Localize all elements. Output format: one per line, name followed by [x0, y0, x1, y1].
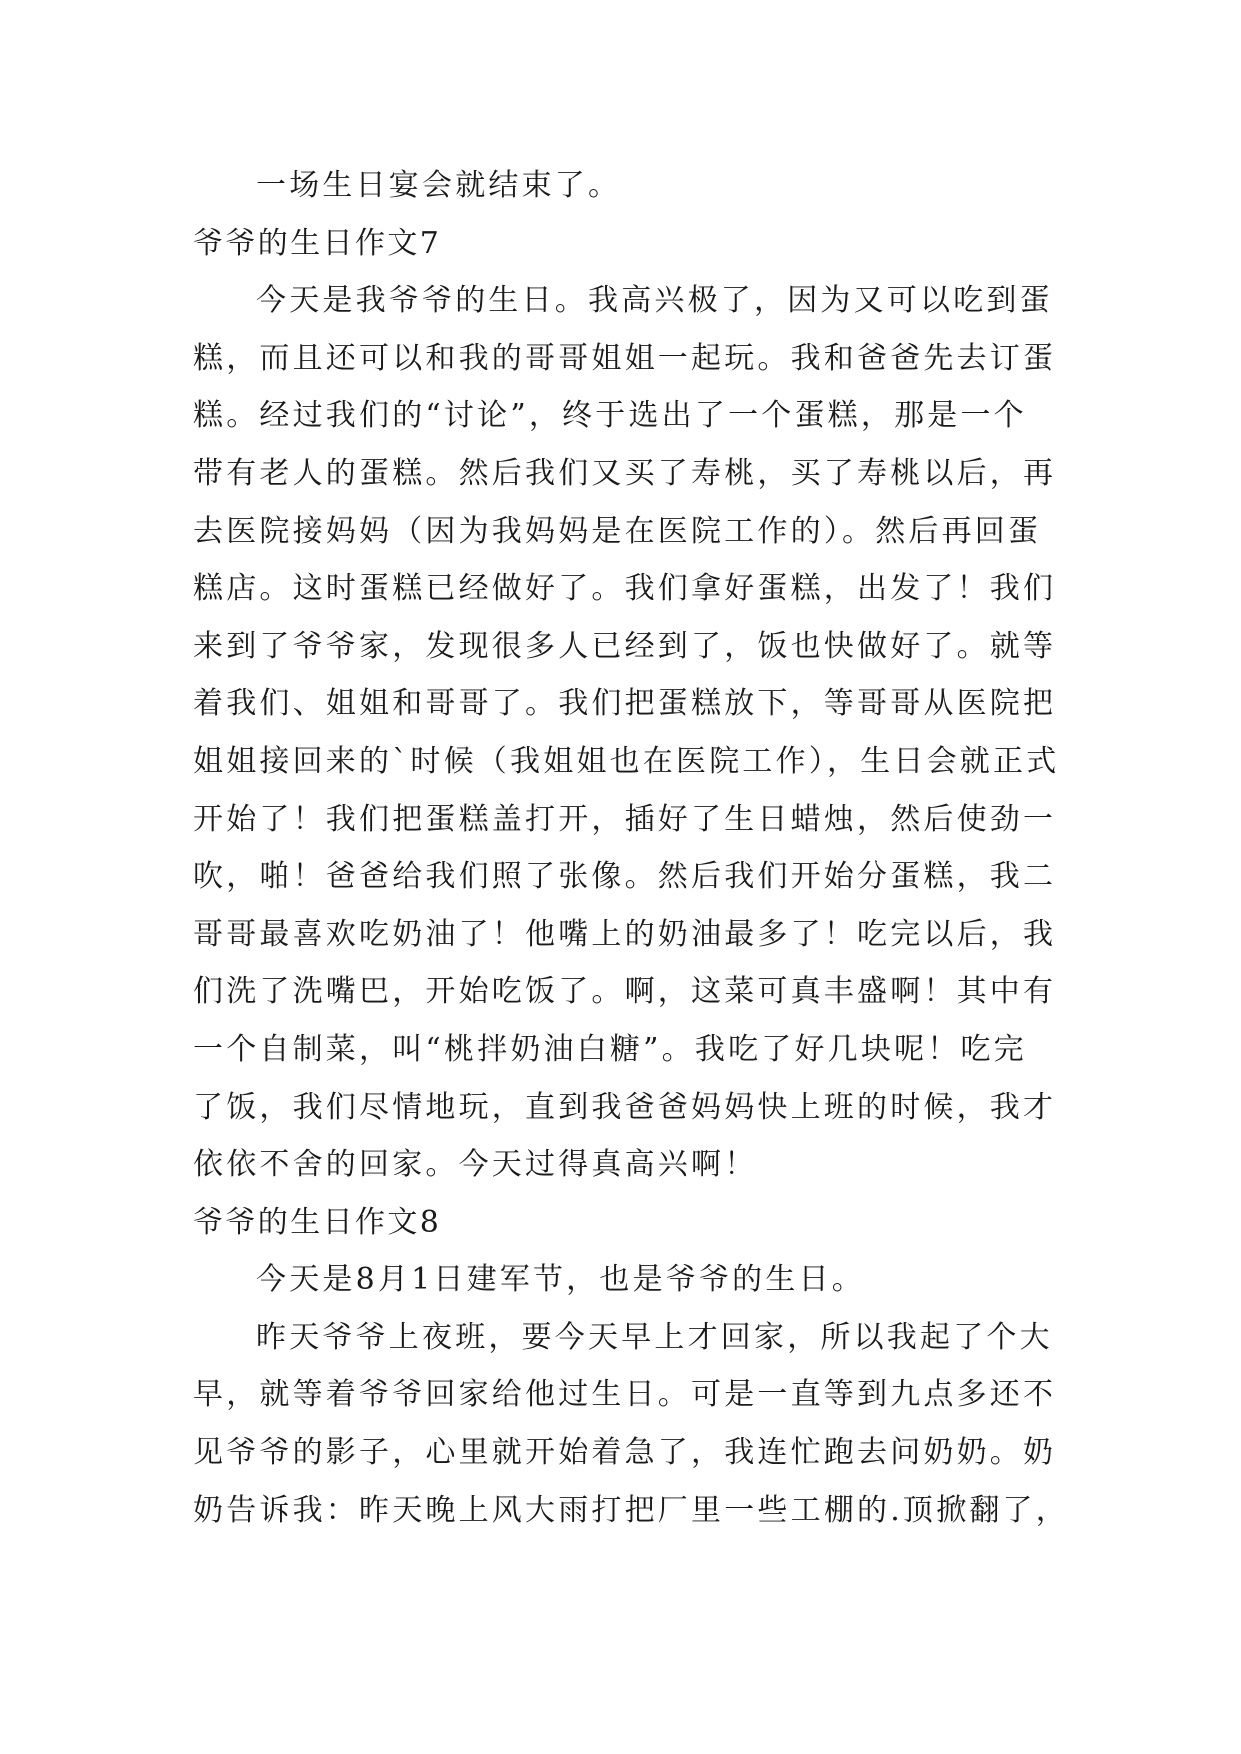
text-line: 昨天爷爷上夜班，要今天早上才回家，所以我起了个大 — [256, 1319, 1053, 1355]
text-line: 们洗了洗嘴巴，开始吃饭了。啊，这菜可真丰盛啊！其中有 — [193, 974, 1057, 1010]
text-line: 依依不舍的回家。今天过得真高兴啊！ — [193, 1147, 758, 1183]
text-line: 带有老人的蛋糕。然后我们又买了寿桃，买了寿桃以后，再 — [193, 455, 1057, 491]
text-line: 开始了！我们把蛋糕盖打开，插好了生日蜡烛，然后使劲一 — [193, 801, 1057, 837]
text-line: 了饭，我们尽情地玩，直到我爸爸妈妈快上班的时候，我才 — [193, 1089, 1057, 1125]
text-line: 姐姐接回来的`时候（我姐姐也在医院工作），生日会就正式 — [193, 743, 1060, 779]
text-line: 哥哥最喜欢吃奶油了！他嘴上的奶油最多了！吃完以后，我 — [193, 916, 1057, 952]
section-heading: 爷爷的生日作文7 — [193, 225, 442, 261]
text-line: 今天是我爷爷的生日。我高兴极了，因为又可以吃到蛋 — [256, 283, 1053, 319]
text-line: 糕。经过我们的“讨论”，终于选出了一个蛋糕，那是一个 — [193, 398, 1027, 434]
section-heading: 爷爷的生日作文8 — [193, 1204, 442, 1240]
text-line: 早，就等着爷爷回家给他过生日。可是一直等到九点多还不 — [193, 1377, 1057, 1413]
text-line: 糕店。这时蛋糕已经做好了。我们拿好蛋糕，出发了！我们 — [193, 571, 1057, 607]
text-line: 来到了爷爷家，发现很多人已经到了，饭也快做好了。就等 — [193, 628, 1057, 664]
text-line: 吹，啪！爸爸给我们照了张像。然后我们开始分蛋糕，我二 — [193, 859, 1057, 895]
text-line: 糕，而且还可以和我的哥哥姐姐一起玩。我和爸爸先去订蛋 — [193, 340, 1057, 376]
text-line: 今天是8月1日建军节，也是爷爷的生日。 — [256, 1262, 865, 1298]
text-line: 去医院接妈妈（因为我妈妈是在医院工作的）。然后再回蛋 — [193, 513, 1042, 549]
text-line: 着我们、姐姐和哥哥了。我们把蛋糕放下，等哥哥从医院把 — [193, 686, 1057, 722]
text-line: 一场生日宴会就结束了。 — [256, 168, 622, 203]
text-line: 一个自制菜，叫“桃拌奶油白糖”。我吃了好几块呢！吃完 — [193, 1031, 1027, 1067]
document-body — [193, 157, 1069, 1539]
text-line: 见爷爷的影子，心里就开始着急了，我连忙跑去问奶奶。奶 — [193, 1435, 1057, 1471]
text-line: 奶告诉我：昨天晚上风大雨打把厂里一些工棚的.顶掀翻了， — [193, 1492, 1069, 1528]
